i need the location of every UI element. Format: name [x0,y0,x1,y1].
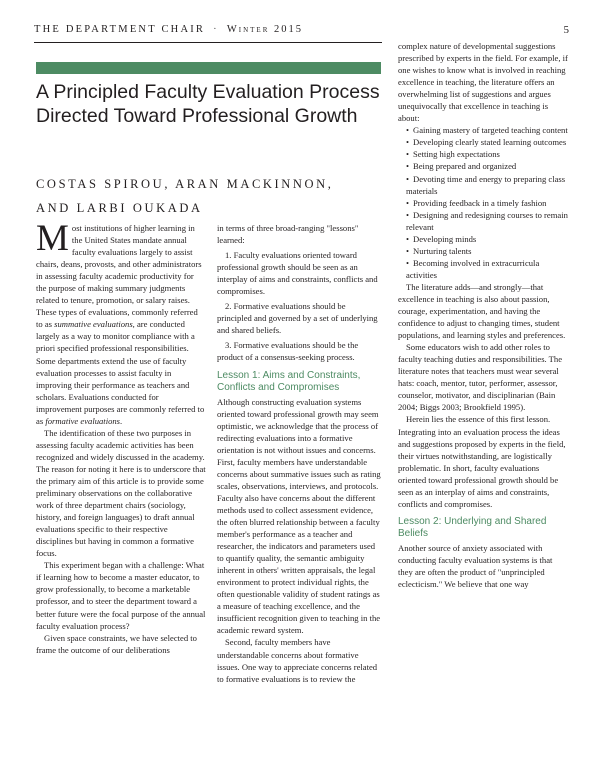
intro-text: ost institutions of higher learning in the United States mandate annual faculty evaluations largely to assist chairs, deans, provosts, and other administrators in assessing faculty academic productivity for the purpose of making summary judgments related to tenure, promotion, or salary raises. These types of evaluations, commonly referred to as [36,223,202,330]
paragraph: Although constructing evaluation systems oriented toward professional growth may seem optimistic, we acknowledge that the process of redirecting evaluations into a formative orientation is not without issues and concerns. First, faculty members have understandable concerns about summative issues such as rating scales, observations, interviews, and protocols. Faculty also have concerns about the different methods used to collect assessment evidence, the often blurred relationship between a faculty member's performance as a teacher and researcher, the indicators and parameters used to quantify quality, the semantic ambiguity inherent in others' written appraisals, the legal environment to protect individual rights, the often questionable validity of student ratings as a measure of teaching excellence, and the insufficient recognition given to teaching in the academic reward system. [217,396,381,636]
column-1 [36,218,206,656]
paragraph: Another source of anxiety associated with conducting faculty evaluation systems is that they are often the product of "unprincipled eclecticism." We believe that one way [398,542,553,589]
paragraph: Some educators wish to add other roles to faculty teaching duties and responsibilities. The literature notes that teachers must wear several hats: coach, mentor, tutor, performer, assessor, counselor, motivator, and disciplinarian (Bain 2004; Biggs 2003; Brookfield 1995). [398,342,563,413]
running-header [34,24,569,40]
intro-paragraph [36,218,206,427]
drop-cap: M [36,218,69,259]
bullet-item: • Becoming involved in extracurricula activities [398,257,568,281]
bullet-item: • Gaining mastery of targeted teaching content [398,124,568,136]
paragraph: Second, faculty members have understandable concerns about formative issues. One way to appreciate concerns related to formative evaluations is to review the [217,637,378,684]
lesson-list-item: 2. Formative evaluations should be principled and governed by a set of underlying and shared beliefs. [217,301,378,336]
article-authors [36,172,381,220]
bullet-item: • Designing and redesigning courses to remain relevant [398,209,568,233]
paragraph: Given space constraints, we have selected to frame the outcome of our deliberations [36,632,197,655]
bullet-item: • Nurturing talents [398,245,568,257]
bullet-item: • Developing clearly stated learning outcomes [398,136,568,148]
bullet-item: • Devoting time and energy to preparing class materials [398,173,568,197]
paragraph: in terms of three broad-ranging "lessons" learned: [217,223,359,246]
bullet-item: • Developing minds [398,233,568,245]
intro-text-continued: , are conducted largely as a way to monitor compliance with a priori specified professional responsibilities. Some departments extend the use of faculty evaluation processes to assist faculty in improving their performance as teachers and scholars. Evaluations conducted for improvement purposes are commonly referred to as [36,319,205,426]
publication-name: THE DEPARTMENT CHAIR [34,24,206,35]
bullet-item: • Being prepared and organized [398,160,568,172]
paragraph: This experiment began with a challenge: What if learning how to become a master educator, to grow professionally, to become a marketable professor, and to steer the department toward a better future were the focal purpose of the annual faculty evaluation process? [36,560,206,631]
bullet-list [398,124,568,281]
issue-label: Winter 2015 [226,24,303,35]
paragraph: complex nature of developmental suggestions prescribed by experts in the field. For example, if one wishes to know what is involved in reaching excellence in teaching, the literature offers an overwhelming list of suggestions and argues unequivocally that excellence in teaching is about: [398,41,568,124]
column-3 [398,40,568,590]
bullet-item: • Providing feedback in a timely fashion [398,197,568,209]
page-number: 5 [563,24,569,36]
paragraph: The identification of these two purposes in assessing faculty academic activities has been recognized and widely discussed in the academy. The reason for noting it here is to underscore that the primary aim of this article is to provide some preliminary observations on the collaborative work of three department chairs (sociology, history, and foreign languages) to draft annual evaluations specific to their respective disciplines but having in common a formative focus. [36,427,206,559]
article-title: A Principled Faculty Evaluation Process Directed Toward Professional Growth [36,81,380,127]
intro-text-end: . [120,415,123,426]
paragraph: The literature adds—and strongly—that excellence in teaching is also about passion, courage, experimentation, and having the confidence to adjust to changing times, student populations, and learning styles and preferences. [398,281,566,341]
header-rule [34,42,382,43]
lesson-list-item: 3. Formative evaluations should be the product of a consensus-seeking process. [217,340,359,363]
lesson-list-item: 1. Faculty evaluations oriented toward professional growth should be seen as an interplay of aims and constraints, conflicts and compromises. [217,250,378,297]
column-2 [217,222,382,685]
header-separator: · [213,24,219,35]
authors-line-2: AND LARBI OUKADA [36,201,203,215]
section-heading-lesson-1: Lesson 1: Aims and Constraints, Conflicts and Compromises [217,369,361,393]
authors-line-1: COSTAS SPIROU, ARAN MACKINNON, [36,177,334,191]
title-accent-bar [36,62,381,74]
intro-emphasis-summative: summative evaluations [54,319,133,330]
paragraph: Herein lies the essence of this first lesson. Integrating into an evaluation process the ideas and suggestions proposed by experts in the field, their virtues notwithstanding, are logistically problematic. In short, faculty evaluations oriented toward professional growth should be seen as an interplay of aims and constraints, conflicts and compromises. [398,414,566,509]
intro-emphasis-formative: formative evaluations [45,415,121,426]
section-heading-lesson-2: Lesson 2: Underlying and Shared Beliefs [398,515,547,539]
bullet-item: • Setting high expectations [398,148,568,160]
